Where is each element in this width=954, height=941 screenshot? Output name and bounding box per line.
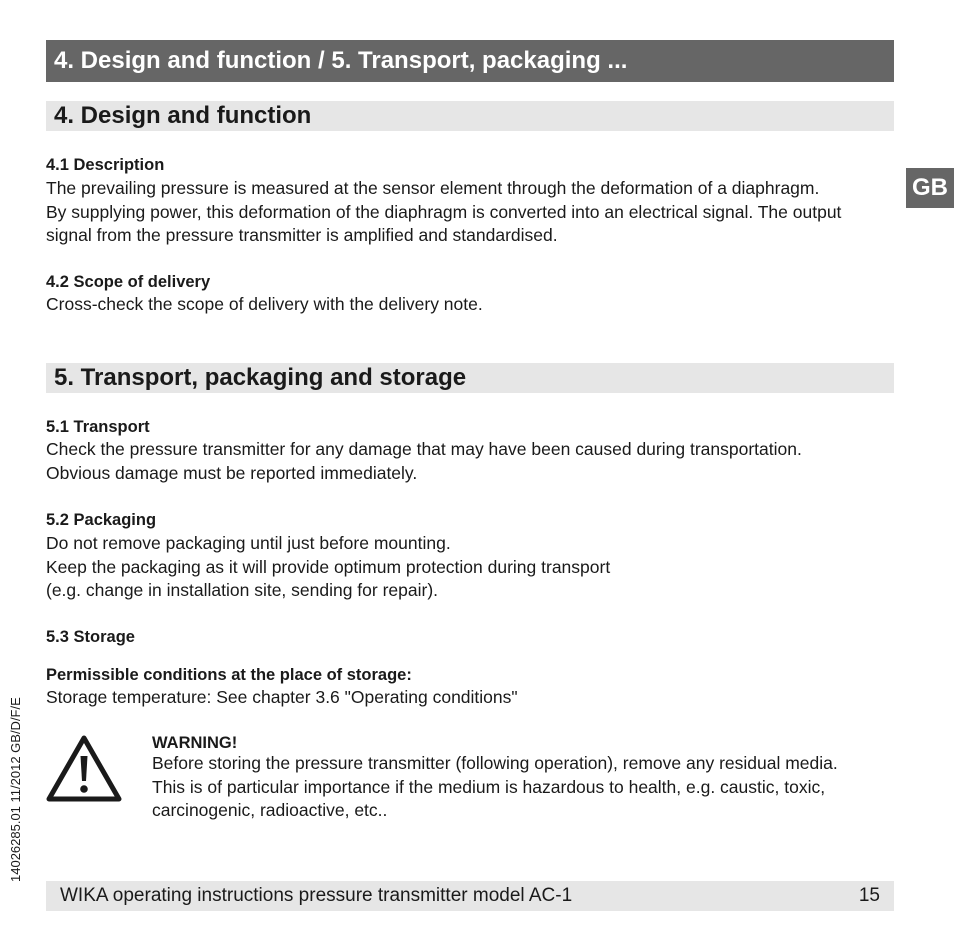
text-line: By supplying power, this deformation of the diaphragm is converted into an electrical signal. The output xyxy=(46,201,842,222)
document-code: 14026285.01 11/2012 GB/D/F/E xyxy=(8,697,23,882)
footer-text: WIKA operating instructions pressure transmitter model AC-1 xyxy=(60,885,573,906)
subsection-4-2-text xyxy=(46,293,483,317)
text-line: Storage temperature: See chapter 3.6 "Operating conditions" xyxy=(46,687,518,707)
subsection-4-2-title: 4.2 Scope of delivery xyxy=(46,273,211,291)
subsection-5-2-title: 5.2 Packaging xyxy=(46,511,157,529)
section-4-heading xyxy=(46,101,894,131)
text-line: This is of particular importance if the medium is hazardous to health, e.g. caustic, toxic, xyxy=(152,776,826,797)
page-header-bar xyxy=(46,40,894,82)
warning-text xyxy=(152,752,838,823)
page-number: 15 xyxy=(858,885,880,906)
section-4-heading-text: 4. Design and function xyxy=(54,102,312,129)
subsection-4-1-text xyxy=(46,177,841,248)
language-tab xyxy=(906,168,954,208)
text-line: The prevailing pressure is measured at the sensor element through the deformation of a diaphragm. xyxy=(46,178,820,198)
text-line: Before storing the pressure transmitter (following operation), remove any residual media. xyxy=(152,753,838,773)
text-line: Do not remove packaging until just before mounting. xyxy=(46,533,451,553)
warning-triangle-icon xyxy=(46,734,122,802)
storage-conditions-title: Permissible conditions at the place of storage: xyxy=(46,666,412,684)
text-line: (e.g. change in installation site, sending for repair). xyxy=(46,580,439,600)
warning-title: WARNING! xyxy=(152,734,238,752)
subsection-5-3-title: 5.3 Storage xyxy=(46,628,135,646)
subsection-5-2-text xyxy=(46,532,610,603)
text-line: Keep the packaging as it will provide optimum protection during transport xyxy=(46,556,611,577)
section-5-heading-text: 5. Transport, packaging and storage xyxy=(54,364,467,391)
language-tab-label: GB xyxy=(912,174,948,201)
text-line: Cross-check the scope of delivery with the delivery note. xyxy=(46,294,483,314)
subsection-5-1-title: 5.1 Transport xyxy=(46,418,150,436)
page-header-title: 4. Design and function / 5. Transport, packaging ... xyxy=(54,47,628,74)
subsection-5-1-text xyxy=(46,438,802,485)
text-line: Check the pressure transmitter for any damage that may have been caused during transportation. xyxy=(46,439,802,459)
subsection-4-1-title: 4.1 Description xyxy=(46,156,165,174)
page-footer xyxy=(46,881,894,911)
section-5-heading xyxy=(46,363,894,393)
text-line: Obvious damage must be reported immediately. xyxy=(46,462,418,483)
text-line: carcinogenic, radioactive, etc.. xyxy=(152,800,388,820)
text-line: signal from the pressure transmitter is amplified and standardised. xyxy=(46,225,558,245)
storage-conditions-text xyxy=(46,686,518,710)
